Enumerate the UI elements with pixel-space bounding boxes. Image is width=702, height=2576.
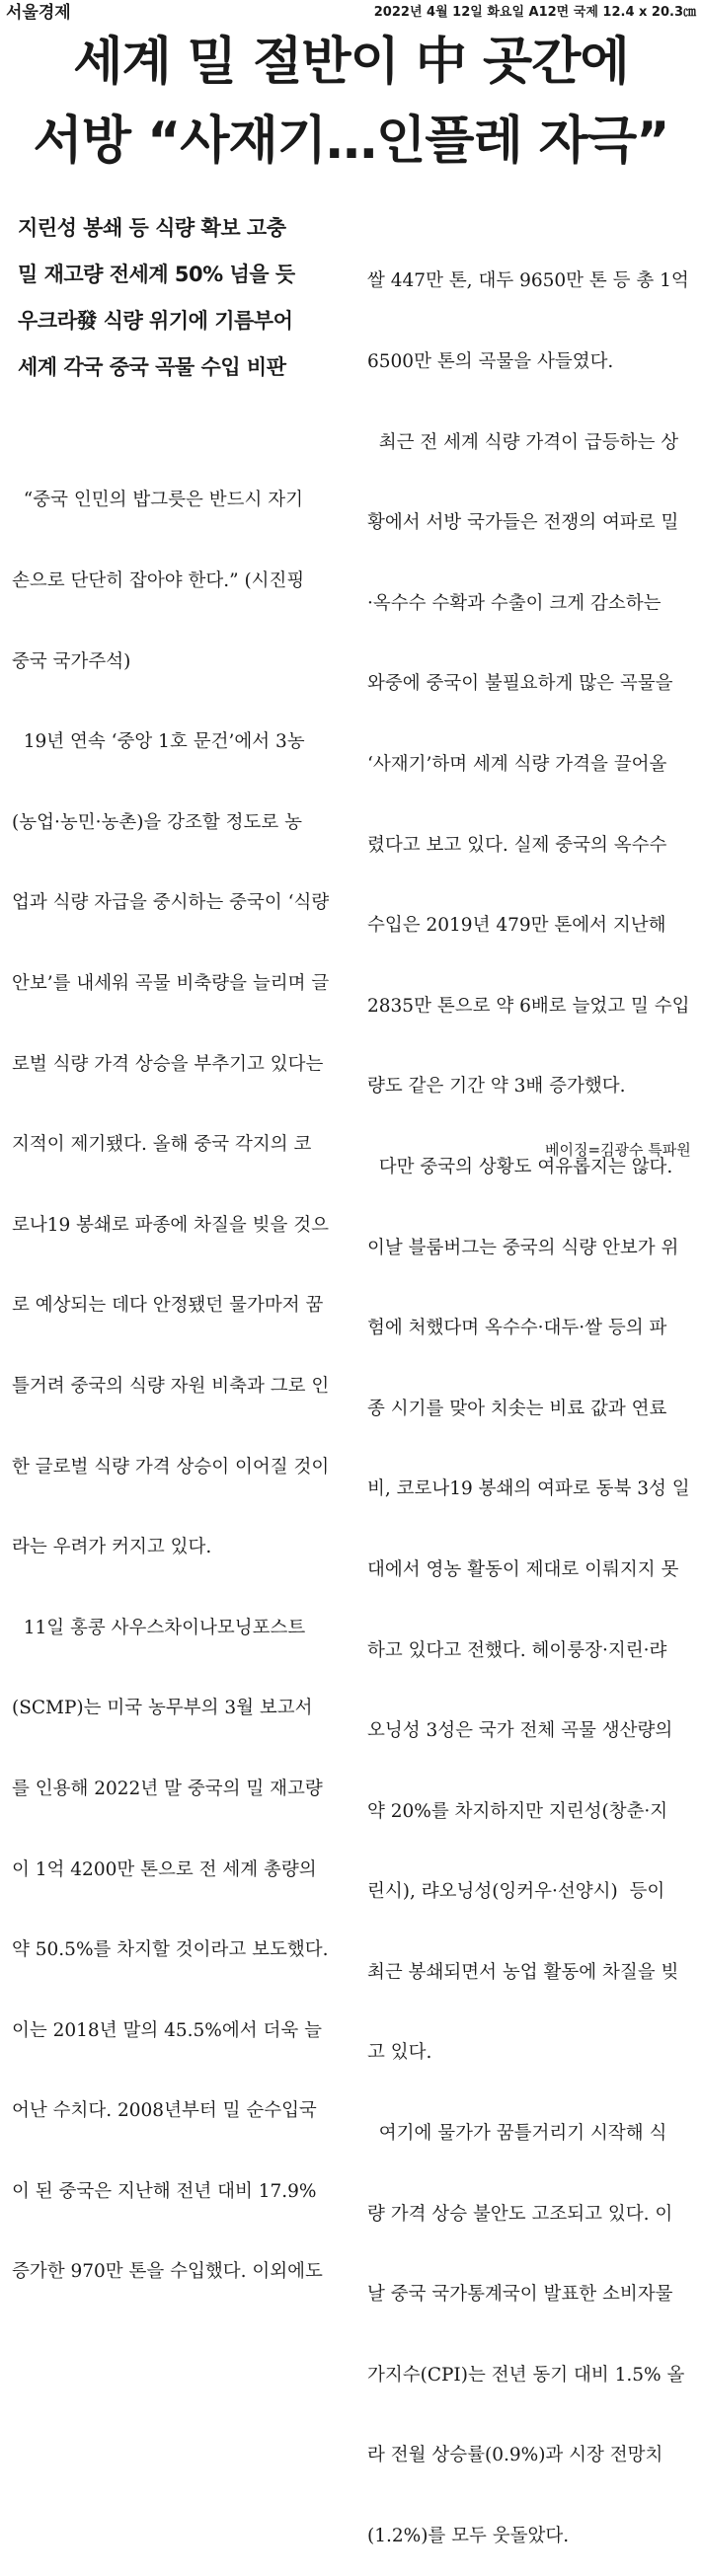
body-line: 6500만 톤의 곡물을 사들였다. <box>367 351 614 372</box>
subhead-2: 밀 재고량 전세계 50% 넘을 듯 <box>18 263 295 286</box>
body-line: ·옥수수 수확과 수출이 크게 감소하는 <box>367 592 662 614</box>
issue-info: 2022년 4월 12일 화요일 A12면 국제 12.4 x 20.3㎝ <box>373 5 696 20</box>
body-line: 오닝성 3성은 국가 전체 곡물 생산량의 <box>367 1720 673 1742</box>
body-line: 최근 봉쇄되면서 농업 활동에 차질을 빚 <box>367 1961 679 1983</box>
body-line: 라 전월 상승률(0.9%)과 시장 전망치 <box>367 2445 663 2466</box>
body-line: 2835만 톤으로 약 6배로 늘었고 밀 수입 <box>367 995 690 1017</box>
body-line: 다만 중국의 상황도 여유롭지는 않다. <box>367 1156 673 1177</box>
body-line: 비, 코로나19 봉쇄의 여파로 동북 3성 일 <box>367 1478 690 1500</box>
body-line: 고 있다. <box>367 2042 432 2064</box>
body-line: (SCMP)는 미국 농무부의 3월 보고서 <box>12 1698 313 1719</box>
subhead-3: 우크라發 식량 위기에 기름부어 <box>18 309 293 333</box>
body-line: 를 인용해 2022년 말 중국의 밀 재고량 <box>12 1778 323 1799</box>
body-line: 로나19 봉쇄로 파종에 차질을 빚을 것으 <box>12 1214 330 1236</box>
body-line: 한 글로벌 식량 가격 상승이 이어질 것이 <box>12 1456 330 1477</box>
body-line: 날 중국 국가통계국이 발표한 소비자물 <box>367 2284 673 2306</box>
article-column-2 <box>367 214 693 2576</box>
subhead-1: 지린성 봉쇄 등 식량 확보 고충 <box>18 216 286 240</box>
body-line: 로벌 식량 가격 상승을 부추기고 있다는 <box>12 1053 324 1075</box>
body-line: (농업·농민·농촌)을 강조할 정도로 농 <box>12 811 303 833</box>
body-line: 중국 국가주석) <box>12 650 131 672</box>
body-line: 이는 2018년 말의 45.5%에서 더욱 늘 <box>12 2019 322 2041</box>
body-line: 약 20%를 차지하지만 지린성(창춘·지 <box>367 1800 668 1822</box>
body-line: 렸다고 보고 있다. 실제 중국의 옥수수 <box>367 834 667 856</box>
body-line: 손으로 단단히 잡아야 한다.” (시진핑 <box>12 570 305 591</box>
body-line: 지적이 제기됐다. 올해 중국 각지의 코 <box>12 1134 312 1156</box>
body-line: 라는 우려가 커지고 있다. <box>12 1537 212 1558</box>
byline: 베이징=김광수 특파원 <box>545 1141 691 1159</box>
body-line: 험에 처했다며 옥수수·대두·쌀 등의 파 <box>367 1318 667 1339</box>
body-line: 이날 블룸버그는 중국의 식량 안보가 위 <box>367 1237 679 1258</box>
body-line: 어난 수치다. 2008년부터 밀 순수입국 <box>12 2100 317 2122</box>
body-line: 종 시기를 맞아 치솟는 비료 값과 연료 <box>367 1398 667 1419</box>
body-line: 가지수(CPI)는 전년 동기 대비 1.5% 올 <box>367 2364 685 2386</box>
subhead-4: 세계 각국 중국 곡물 수입 비판 <box>18 355 286 379</box>
body-line: 19년 연속 ‘중앙 1호 문건’에서 3농 <box>12 731 305 753</box>
body-line: 최근 전 세계 식량 가격이 급등하는 상 <box>367 431 679 453</box>
body-line: 수입은 2019년 479만 톤에서 지난해 <box>367 915 666 937</box>
body-line: 약 50.5%를 차지할 것이라고 보도했다. <box>12 1939 329 1961</box>
body-line: ‘사재기’하며 세계 식량 가격을 끌어올 <box>367 753 667 775</box>
body-line: 안보’를 내세워 곡물 비축량을 늘리며 글 <box>12 972 330 994</box>
body-line: 대에서 영농 활동이 제대로 이뤄지지 못 <box>367 1558 679 1580</box>
headline-line-2: 서방 “사재기…인플레 자극” <box>33 112 669 171</box>
body-line: 여기에 물가가 꿈틀거리기 시작해 식 <box>367 2123 667 2145</box>
body-line: 업과 식량 자급을 중시하는 중국이 ‘식량 <box>12 892 330 914</box>
body-line: “중국 인민의 밥그릇은 반드시 자기 <box>12 490 303 511</box>
body-line: 황에서 서방 국가들은 전쟁의 여파로 밀 <box>367 512 679 534</box>
headline-line-1: 세계 밀 절반이 中 곳간에 <box>73 33 629 92</box>
body-line: 로 예상되는 데다 안정됐던 물가마저 꿈 <box>12 1295 324 1317</box>
body-line: 량 가격 상승 불안도 고조되고 있다. 이 <box>367 2203 673 2225</box>
body-line: 린시), 랴오닝성(잉커우·선양시) 등이 <box>367 1881 665 1903</box>
body-line: (1.2%)를 모두 웃돌았다. <box>367 2526 570 2547</box>
body-line: 와중에 중국이 불필요하게 많은 곡물을 <box>367 673 673 695</box>
body-line: 이 1억 4200만 톤으로 전 세계 총량의 <box>12 1858 317 1880</box>
body-line: 증가한 970만 톤을 수입했다. 이외에도 <box>12 2261 323 2283</box>
body-line: 틀거려 중국의 식량 자원 비축과 그로 인 <box>12 1375 330 1397</box>
article-column-1 <box>12 433 338 2312</box>
body-line: 쌀 447만 톤, 대두 9650만 톤 등 총 1억 <box>367 270 689 292</box>
body-line: 하고 있다고 전했다. 헤이룽장·지린·랴 <box>367 1639 667 1661</box>
body-line: 량도 같은 기간 약 3배 증가했다. <box>367 1076 626 1098</box>
body-line: 이 된 중국은 지난해 전년 대비 17.9% <box>12 2180 317 2202</box>
publication-name: 서울경제 <box>6 3 71 23</box>
body-line: 11일 홍콩 사우스차이나모닝포스트 <box>12 1617 306 1638</box>
